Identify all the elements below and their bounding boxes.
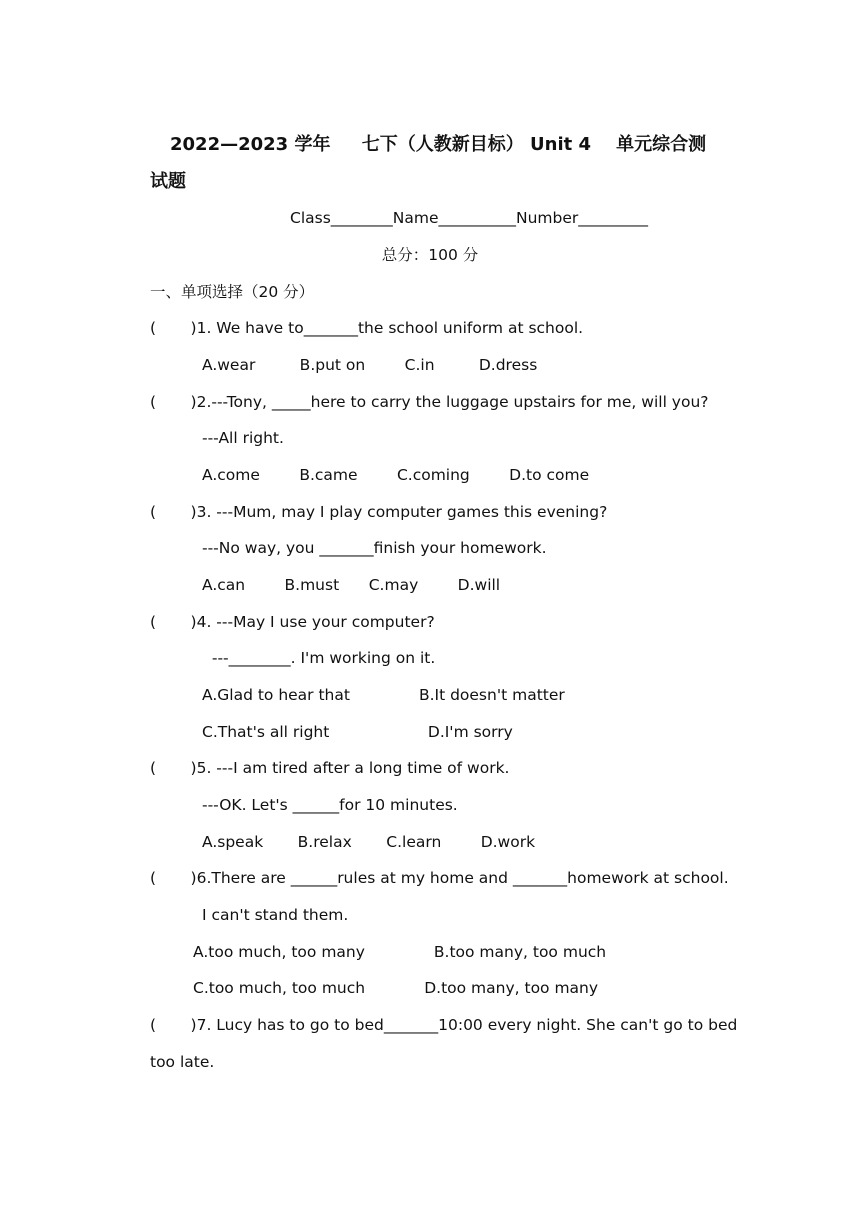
exam-title <box>150 126 720 200</box>
question-5-stem: ( )5. ---I am tired after a long time of work. <box>150 759 510 777</box>
question-2-reply: ---All right. <box>202 429 284 447</box>
question-6-options-row-2: C.too much, too much D.too many, too many <box>193 979 599 997</box>
student-info-line: Class________Name__________Number_________ <box>290 209 649 227</box>
question-6-continuation: I can't stand them. <box>202 906 349 924</box>
title-line-2: 试题 <box>150 171 186 192</box>
question-6-stem: ( )6.There are ______rules at my home and _______homework at school. <box>150 869 729 887</box>
question-2-options: A.come B.came C.coming D.to come <box>202 466 590 484</box>
question-5-options: A.speak B.relax C.learn D.work <box>202 833 536 851</box>
question-4-stem: ( )4. ---May I use your computer? <box>150 613 435 631</box>
question-2-stem: ( )2.---Tony, _____here to carry the luggage upstairs for me, will you? <box>150 393 709 411</box>
question-3-stem: ( )3. ---Mum, may I play computer games this evening? <box>150 503 608 521</box>
title-line-1: 2022—2023 学年 七下（人教新目标） Unit 4 单元综合测 <box>170 134 707 155</box>
question-3-options: A.can B.must C.may D.will <box>202 576 501 594</box>
question-4-options-row-2: C.That's all right D.I'm sorry <box>202 723 513 741</box>
question-4-reply: ---________. I'm working on it. <box>202 649 436 667</box>
question-4-options-row-1: A.Glad to hear that B.It doesn't matter <box>202 686 565 704</box>
question-7-continuation: too late. <box>150 1053 215 1071</box>
question-7-stem: ( )7. Lucy has to go to bed_______10:00 every night. She can't go to bed <box>150 1016 738 1034</box>
question-6-options-row-1: A.too much, too many B.too many, too much <box>193 943 607 961</box>
question-3-reply: ---No way, you _______finish your homework. <box>202 539 547 557</box>
total-score: 总分：100 分 <box>381 246 479 264</box>
question-1-options: A.wear B.put on C.in D.dress <box>202 356 538 374</box>
question-5-reply: ---OK. Let's ______for 10 minutes. <box>202 796 458 814</box>
section-heading: 一、单项选择（20 分） <box>150 283 315 301</box>
question-1-stem: ( )1. We have to_______the school uniform at school. <box>150 319 584 337</box>
